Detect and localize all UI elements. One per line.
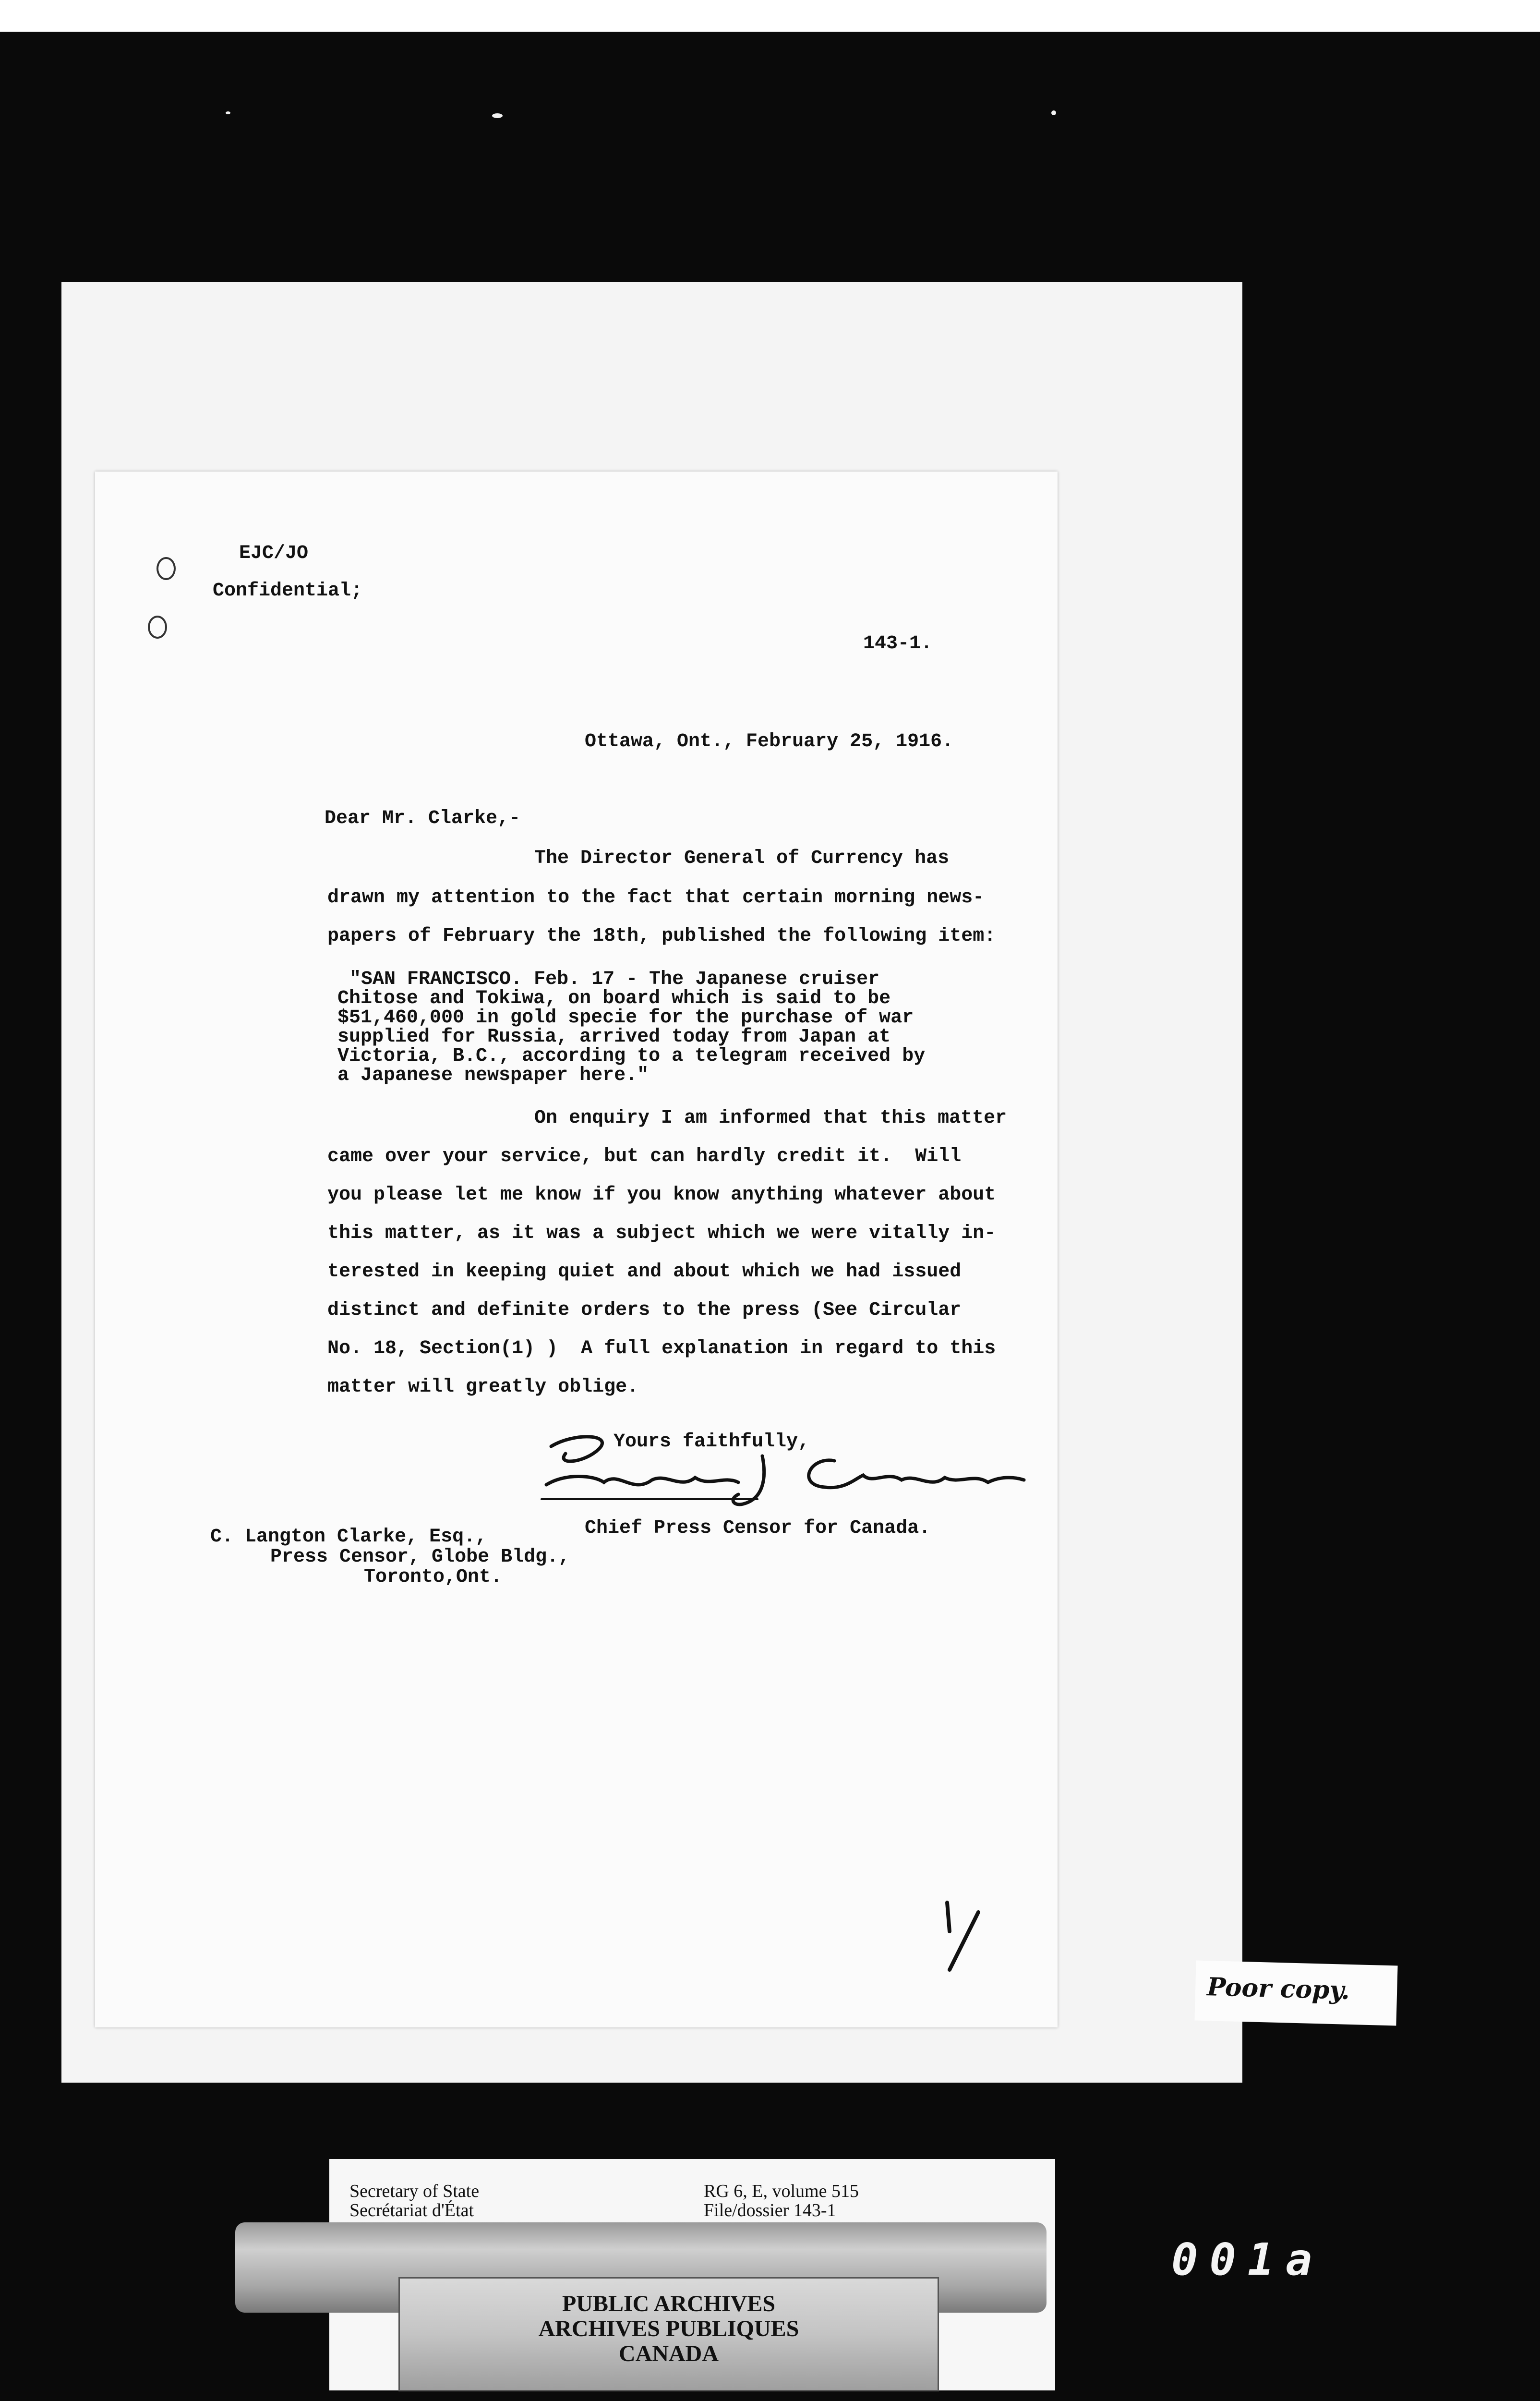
department-english: Secretary of State [349, 2181, 480, 2201]
record-group: RG 6, E, volume 515 [704, 2181, 859, 2201]
paragraph-line: this matter, as it was a subject which we were vitally in- [327, 1223, 996, 1244]
scan-top-strip [0, 0, 1540, 32]
paragraph-line: The Director General of Currency has [534, 848, 950, 869]
frame-number: 001a [1171, 2234, 1324, 2285]
punch-hole [148, 616, 167, 639]
reference-initials: EJC/JO [239, 543, 309, 564]
archive-stamp [398, 2277, 939, 2391]
paragraph-line: distinct and definite orders to the press (See Circular [327, 1299, 962, 1321]
quoted-item-line: $51,460,000 in gold specie for the purchase of war [337, 1007, 914, 1029]
addressee-line: C. Langton Clarke, Esq., [210, 1526, 487, 1548]
paragraph-line: On enquiry I am informed that this matter [534, 1107, 1007, 1129]
margin-note: Poor copy. [1206, 1972, 1350, 2005]
paragraph-line: you please let me know if you know anything whatever about [327, 1184, 996, 1206]
scan-speck [1051, 110, 1056, 115]
quoted-item-line: Victoria, B.C., according to a telegram received by [337, 1045, 926, 1067]
scan-speck [226, 111, 230, 114]
stamp-line: CANADA [619, 2341, 719, 2366]
margin-note-slip [1194, 1961, 1397, 2026]
paragraph-line: papers of February the 18th, published the following item: [327, 925, 996, 947]
file-number: 143-1. [863, 633, 933, 655]
signer-title: Chief Press Censor for Canada. [585, 1517, 931, 1539]
quoted-item-line: a Japanese newspaper here." [337, 1065, 649, 1086]
quoted-item-line: supplied for Russia, arrived today from Japan at [337, 1026, 891, 1048]
scan-speck [492, 113, 503, 118]
stamp-line: PUBLIC ARCHIVES [562, 2291, 776, 2316]
addressee-line: Press Censor, Globe Bldg., [270, 1546, 570, 1568]
letter-page [95, 472, 1058, 2027]
place-date: Ottawa, Ont., February 25, 1916. [585, 731, 954, 752]
punch-hole [156, 557, 176, 580]
closing: Yours faithfully, [614, 1431, 810, 1453]
department-french: Secrétariat d'État [349, 2200, 474, 2220]
stamp-line: ARCHIVES PUBLIQUES [538, 2316, 799, 2341]
paragraph-line: drawn my attention to the fact that certain morning news- [327, 887, 985, 909]
handwritten-signature [537, 1427, 1031, 1509]
quoted-item-line: Chitose and Tokiwa, on board which is said to be [337, 988, 891, 1009]
paragraph-line: No. 18, Section(1) ) A full explanation in regard to this [327, 1338, 996, 1359]
salutation: Dear Mr. Clarke,- [325, 808, 521, 829]
handwritten-tick [935, 1893, 988, 1975]
quoted-item-line: "SAN FRANCISCO. Feb. 17 - The Japanese cruiser [349, 969, 880, 990]
paragraph-line: terested in keeping quiet and about which we had issued [327, 1261, 962, 1283]
addressee-line: Toronto,Ont. [364, 1566, 503, 1588]
file-dossier: File/dossier 143-1 [704, 2200, 836, 2220]
paragraph-line: matter will greatly oblige. [327, 1376, 639, 1398]
classification: Confidential; [213, 580, 363, 602]
paragraph-line: came over your service, but can hardly credit it. Will [327, 1146, 962, 1167]
